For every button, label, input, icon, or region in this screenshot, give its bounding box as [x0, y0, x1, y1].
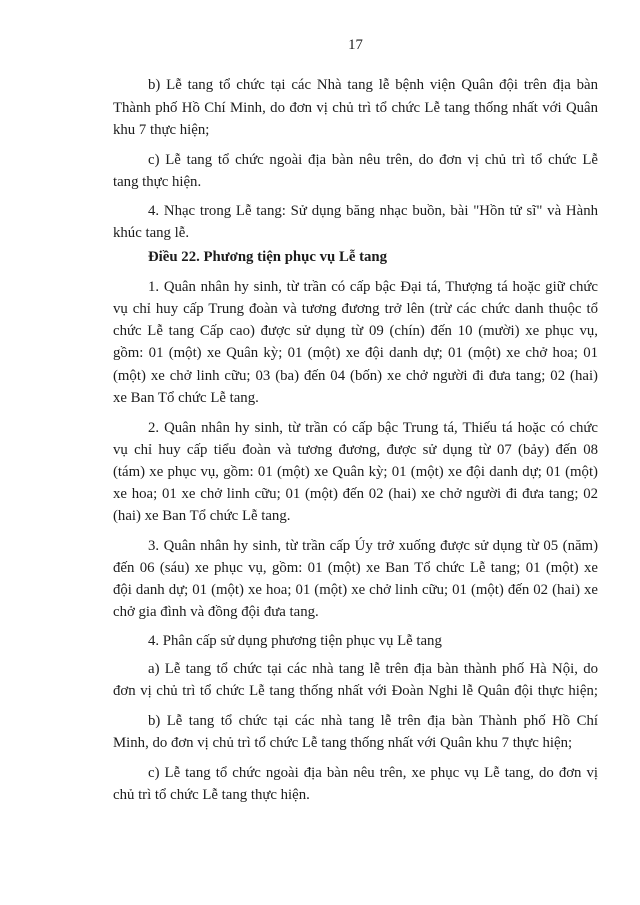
paragraph-line: vụ chỉ huy cấp Trung đoàn và tương đương trở lên (trừ các chức danh thuộc tổ: [113, 301, 598, 317]
paragraph-line: đến 06 (sáu) xe phục vụ, gồm: 01 (một) xe Ban Tổ chức Lễ tang; 01 (một) xe: [113, 560, 598, 576]
paragraph-line: 3. Quân nhân hy sinh, từ trần cấp Úy trở xuống được sử dụng từ 05 (năm): [148, 538, 598, 554]
paragraph-line: chở gia đình và đồng đội đưa tang.: [113, 604, 319, 620]
paragraph-line: khu 7 thực hiện;: [113, 122, 210, 138]
paragraph-line: (một) xe chở linh cữu; 03 (ba) đến 04 (bốn) xe chở người đi đưa tang; 02 (hai): [113, 368, 598, 384]
paragraph-line: 2. Quân nhân hy sinh, từ trần có cấp bậc Trung tá, Thiếu tá hoặc có chức: [148, 420, 598, 436]
paragraph-line: vụ chỉ huy cấp tiểu đoàn và tương đương, được sử dụng từ 07 (bảy) đến 08: [113, 442, 598, 458]
paragraph-line: tang thực hiện.: [113, 174, 202, 190]
paragraph-line: chức Lễ tang Cấp cao) được sử dụng từ 09 (chín) đến 10 (mười) xe phục vụ,: [113, 323, 598, 339]
paragraph-line: 4. Phân cấp sử dụng phương tiện phục vụ Lễ tang: [148, 633, 442, 649]
paragraph-line: khúc tang lễ.: [113, 225, 190, 241]
paragraph-line: (tám) xe phục vụ, gồm: 01 (một) xe Quân kỳ; 01 (một) xe đội danh dự; 01 (một): [113, 464, 598, 480]
paragraph-line: xe Ban Tổ chức Lễ tang.: [113, 390, 259, 406]
paragraph-line: Thành phố Hồ Chí Minh, do đơn vị chủ trì tổ chức Lễ tang thống nhất với Quân: [113, 100, 598, 116]
paragraph-line: 4. Nhạc trong Lễ tang: Sử dụng băng nhạc buồn, bài "Hồn tử sĩ" và Hành: [148, 203, 598, 219]
paragraph-line: (hai) xe Ban Tổ chức Lễ tang.: [113, 508, 291, 524]
page-number: 17: [348, 37, 363, 53]
paragraph-line: b) Lễ tang tổ chức tại các Nhà tang lễ bệnh viện Quân đội trên địa bàn: [148, 77, 598, 93]
paragraph-line: gồm: 01 (một) xe Quân kỳ; 01 (một) xe đội danh dự; 01 (một) xe chở hoa; 01: [113, 345, 598, 361]
paragraph-line: chủ trì tổ chức Lễ tang thực hiện.: [113, 787, 310, 803]
paragraph-line: b) Lễ tang tổ chức tại các nhà tang lễ trên địa bàn Thành phố Hồ Chí: [148, 713, 598, 729]
paragraph-line: đội danh dự; 01 (một) xe hoa; 01 (một) xe chở linh cữu; 01 (một) đến 02 (hai) xe: [113, 582, 598, 598]
paragraph-line: c) Lễ tang tổ chức ngoài địa bàn nêu trên, xe phục vụ Lễ tang, do đơn vị: [148, 765, 598, 781]
paragraph-line: c) Lễ tang tổ chức ngoài địa bàn nêu trên, do đơn vị chủ trì tổ chức Lễ: [148, 152, 598, 168]
article-heading: Điều 22. Phương tiện phục vụ Lễ tang: [148, 249, 388, 265]
paragraph-line: 1. Quân nhân hy sinh, từ trần có cấp bậc Đại tá, Thượng tá hoặc giữ chức: [148, 279, 598, 295]
paragraph-line: a) Lễ tang tổ chức tại các nhà tang lễ trên địa bàn thành phố Hà Nội, do: [148, 661, 598, 677]
paragraph-line: xe hoa; 01 xe chở linh cữu; 01 (một) đến 02 (hai) xe chở người đi đưa tang; 02: [113, 486, 598, 502]
paragraph-line: đơn vị chủ trì tổ chức Lễ tang thống nhất với Đoàn Nghi lễ Quân đội thực hiện;: [113, 683, 598, 699]
paragraph-line: Minh, do đơn vị chủ trì tổ chức Lễ tang thống nhất với Quân khu 7 thực hiện;: [113, 735, 573, 751]
